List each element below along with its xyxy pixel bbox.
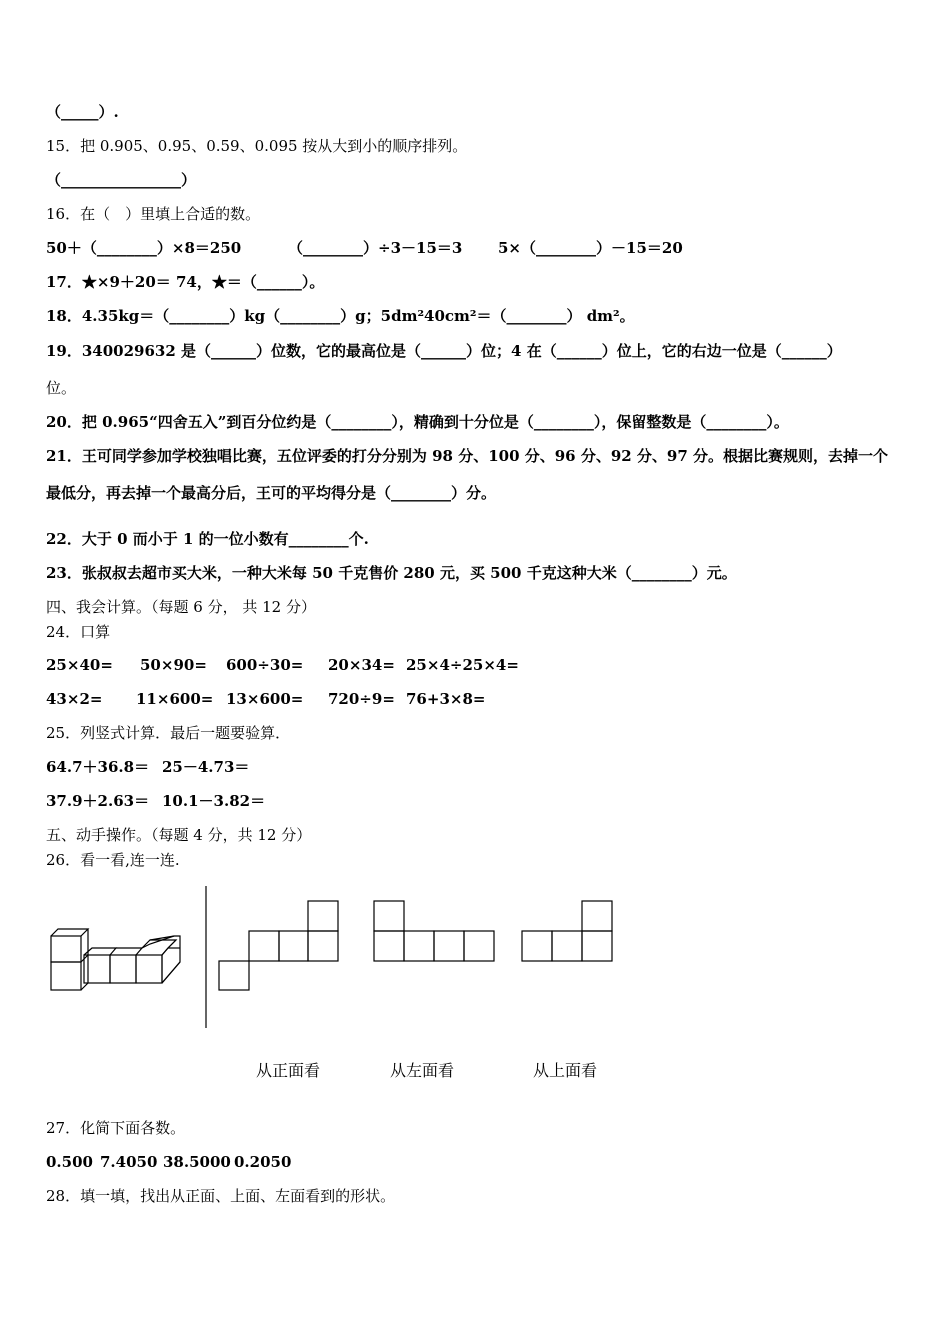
q14-answer-blank: （_____）. <box>46 103 119 121</box>
view-label-left: 从左面看 <box>390 1061 455 1080</box>
view-shape-2 <box>374 901 494 961</box>
q25-item: 10.1－3.82＝ <box>162 792 266 810</box>
q27-number: 38.5000 <box>163 1153 231 1171</box>
question-26: 26．看一看,连一连. <box>46 851 180 869</box>
q24-item: 25×4÷25×4= <box>406 656 519 674</box>
question-16-b: （________）÷3－15＝3 <box>288 239 463 257</box>
question-22: 22．大于 0 而小于 1 的一位小数有________个. <box>46 530 369 548</box>
section-5-heading: 五、动手操作。（每题 4 分，共 12 分） <box>46 826 312 844</box>
view-label-top: 从上面看 <box>533 1061 598 1080</box>
q25-item: 37.9＋2.63＝ <box>46 792 150 810</box>
question-15-blank: （________________） <box>46 171 197 189</box>
question-20: 20．把 0.965“四舍五入”到百分位约是（________），精确到十分位是（________），保留整数是（________）。 <box>46 413 789 431</box>
view-shape-1 <box>219 901 338 990</box>
q24-item: 50×90= <box>140 656 207 674</box>
q24-item: 20×34= <box>328 656 395 674</box>
question-21-cont: 最低分，再去掉一个最高分后，王可的平均得分是（________）分。 <box>46 484 497 502</box>
q24-item: 600÷30= <box>226 656 304 674</box>
question-18: 18．4.35kg＝（________）kg（________）g；5dm²40cm²＝（________） dm²。 <box>46 307 635 325</box>
question-21: 21．王可同学参加学校独唱比赛，五位评委的打分分别为 98 分、100 分、96 分、92 分、97 分。根据比赛规则，去掉一个 <box>46 447 889 465</box>
question-24: 24．口算 <box>46 623 111 641</box>
q24-item: 11×600= <box>136 690 214 708</box>
q25-item: 25－4.73＝ <box>162 758 250 776</box>
q27-number: 0.500 <box>46 1153 93 1171</box>
q24-item: 25×40= <box>46 656 113 674</box>
question-28: 28．填一填，找出从正面、上面、左面看到的形状。 <box>46 1187 396 1205</box>
question-19-cont: 位。 <box>46 379 77 397</box>
q27-number: 0.2050 <box>234 1153 292 1171</box>
view-shape-3 <box>522 901 612 961</box>
q24-item: 43×2= <box>46 690 103 708</box>
section-4-heading: 四、我会计算。（每题 6 分， 共 12 分） <box>46 598 316 616</box>
q24-item: 720÷9= <box>328 690 395 708</box>
question-19: 19．340029632 是（______）位数，它的最高位是（______）位；4 在（______）位上，它的右边一位是（______） <box>46 342 842 360</box>
q27-number: 7.4050 <box>100 1153 158 1171</box>
question-16: 16．在（ ）里填上合适的数。 <box>46 205 261 223</box>
cube-solid-3d <box>51 929 180 990</box>
question-16-a: 50＋（________）×8＝250 <box>46 239 242 257</box>
view-label-front: 从正面看 <box>256 1061 321 1080</box>
question-15: 15．把 0.905、0.95、0.59、0.095 按从大到小的顺序排列。 <box>46 137 468 155</box>
question-16-c: 5×（________）－15＝20 <box>498 239 683 257</box>
question-27: 27．化简下面各数。 <box>46 1119 186 1137</box>
question-17: 17．★×9＋20＝ 74，★＝（______）。 <box>46 273 325 291</box>
question-25: 25．列竖式计算．最后一题要验算． <box>46 724 291 742</box>
q24-item: 76+3×8= <box>406 690 486 708</box>
q25-item: 64.7＋36.8＝ <box>46 758 150 776</box>
q24-item: 13×600= <box>226 690 304 708</box>
question-23: 23．张叔叔去超市买大米，一种大米每 50 千克售价 280 元，买 500 千克这种大米（________）元。 <box>46 564 737 582</box>
